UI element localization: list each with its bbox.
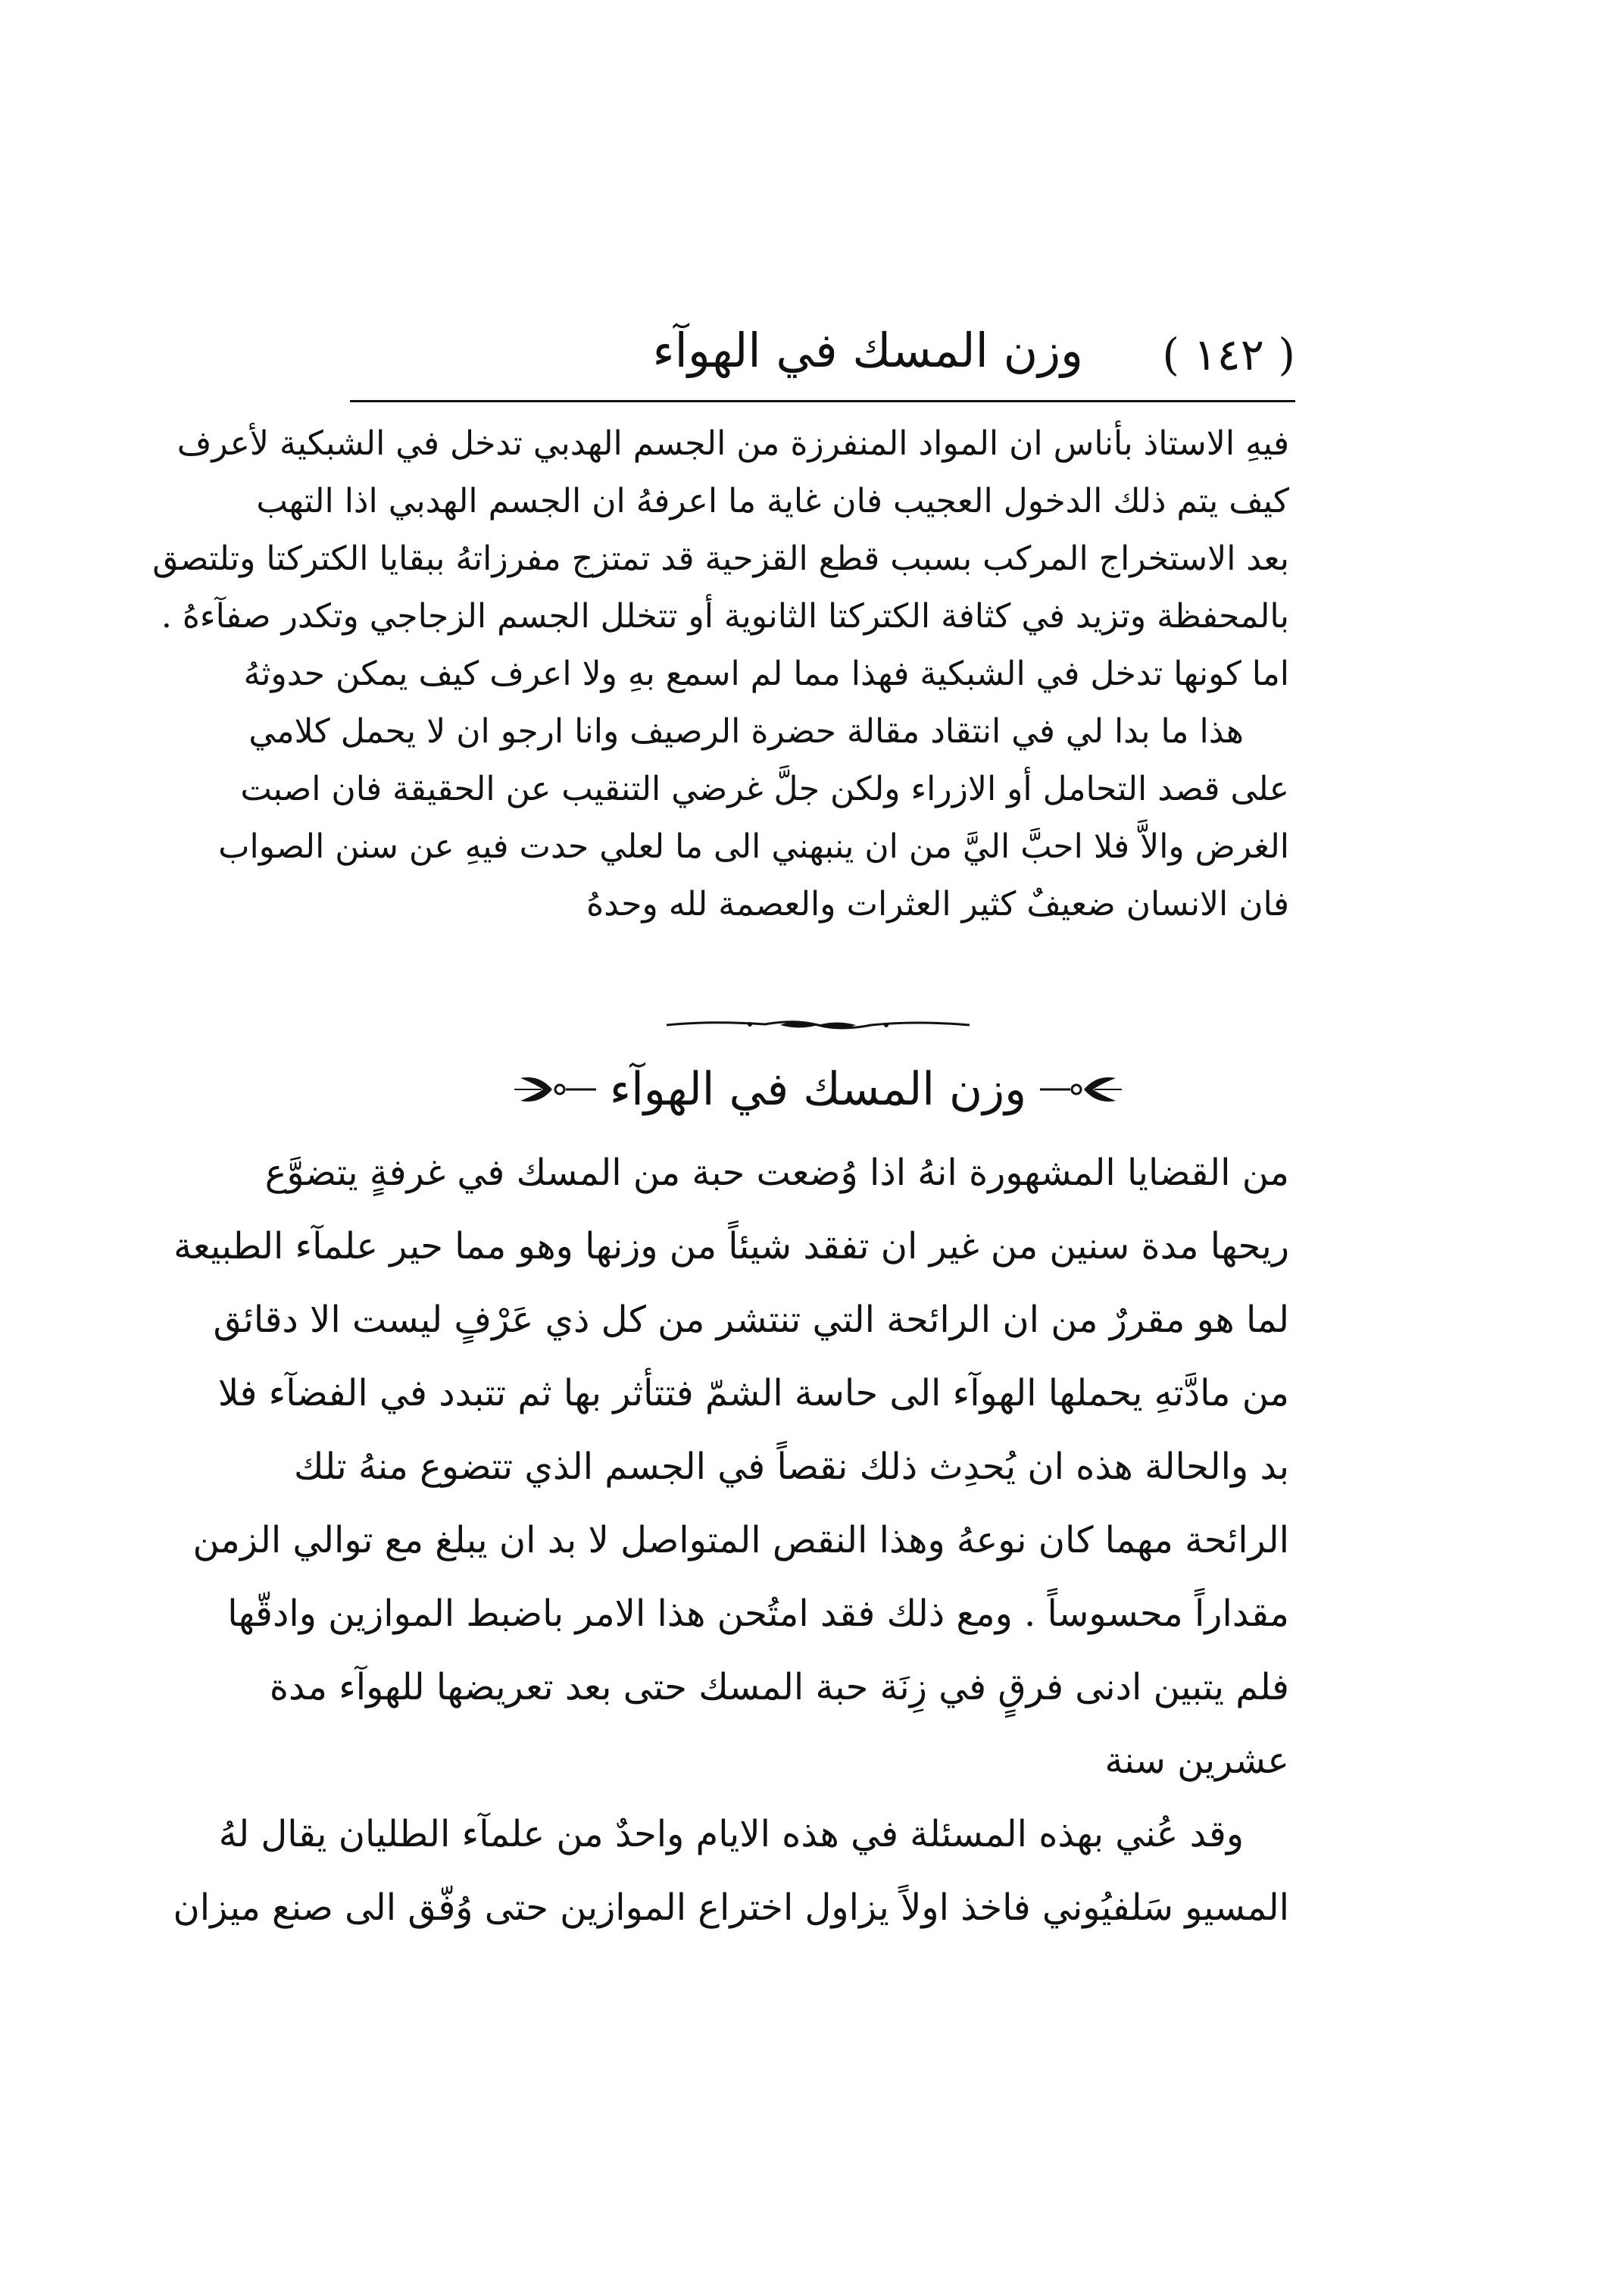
text-line: ريحها مدة سنين من غير ان تفقد شيئاً من وزنها وهو مما حير علمآء الطبيعة (173, 1225, 1289, 1267)
section-body (173, 1136, 1289, 1945)
header-rule (350, 400, 1295, 402)
text-line: على قصد التحامل أو الازراء ولكن جلَّ غرضي التنقيب عن الحقيقة فان اصبت (240, 770, 1289, 808)
text-line: الرائحة مهما كان نوعهُ وهذا النقص المتواصل لا بد ان يبلغ مع توالي الزمن (192, 1519, 1289, 1561)
text-line: عشرين سنة (1104, 1739, 1289, 1782)
text-line: بعد الاستخراج المركب بسبب قطع القزحية قد تمتزج مفرزاتهُ ببقايا الكتركتا وتلتصق (152, 539, 1289, 578)
text-line: فلم يتبين ادنى فرقٍ في زِنَة حبة المسك حتى بعد تعريضها للهوآء مدة (269, 1666, 1289, 1708)
running-head (356, 317, 1295, 392)
text-line: مقداراً محسوساً . ومع ذلك فقد امتُحن هذا الامر باضبط الموازين وادقّها (227, 1592, 1289, 1635)
section-title: وزن المسك في الهوآء (609, 1063, 1027, 1116)
text-line: فيهِ الاستاذ بأناس ان المواد المنفرزة من الجسم الهدبي تدخل في الشبكية لأعرف (176, 424, 1289, 463)
flourish-icon (513, 1070, 596, 1108)
previous-section-text (152, 415, 1289, 933)
text-line: هذا ما بدا لي في انتقاد مقالة حضرة الرصيف وانا ارجو ان لا يحمل كلامي (248, 712, 1244, 751)
section-heading (530, 1052, 1106, 1127)
text-line: الغرض والاَّ فلا احبَّ اليَّ من ان ينبهني الى ما لعلي حدت فيهِ عن سنن الصواب (218, 827, 1289, 866)
flourish-icon (1040, 1070, 1123, 1108)
text-line: من مادَّتهِ يحملها الهوآء الى حاسة الشمّ فتتأثر بها ثم تتبدد في الفضآء فلا (217, 1372, 1289, 1414)
text-line: لما هو مقررٌ من ان الرائحة التي تنتشر من كل ذي عَرْفٍ ليست الا دقائق (213, 1299, 1289, 1341)
text-line: من القضايا المشهورة انهُ اذا وُضعت حبة من المسك في غرفةٍ يتضوَّع (264, 1152, 1289, 1194)
text-line: كيف يتم ذلك الدخول العجيب فان غاية ما اعرفهُ ان الجسم الهدبي اذا التهب (256, 482, 1289, 520)
running-title: وزن المسك في الهوآء (652, 323, 1083, 378)
text-line: اما كونها تدخل في الشبكية فهذا مما لم اسمع بهِ ولا اعرف كيف يمكن حدوثهُ (243, 655, 1289, 693)
ornamental-divider (667, 1016, 970, 1034)
text-line: بالمحفظة وتزيد في كثافة الكتركتا الثانوية أو تتخلل الجسم الزجاجي وتكدر صفآءهُ . (161, 597, 1289, 636)
text-line: المسيو سَلفيُوني فاخذ اولاً يزاول اختراع الموازين حتى وُفّق الى صنع ميزان (173, 1886, 1289, 1929)
text-line: وقد عُني بهذه المسئلة في هذه الايام واحدٌ من علمآء الطليان يقال لهُ (218, 1813, 1244, 1855)
text-line: فان الانسان ضعيفٌ كثير العثرات والعصمة لله وحدهُ (586, 885, 1289, 924)
page-number: ( ١٤٢ ) (1162, 329, 1295, 380)
text-line: بد والحالة هذه ان يُحدِث ذلك نقصاً في الجسم الذي تتضوع منهُ تلك (294, 1446, 1289, 1488)
